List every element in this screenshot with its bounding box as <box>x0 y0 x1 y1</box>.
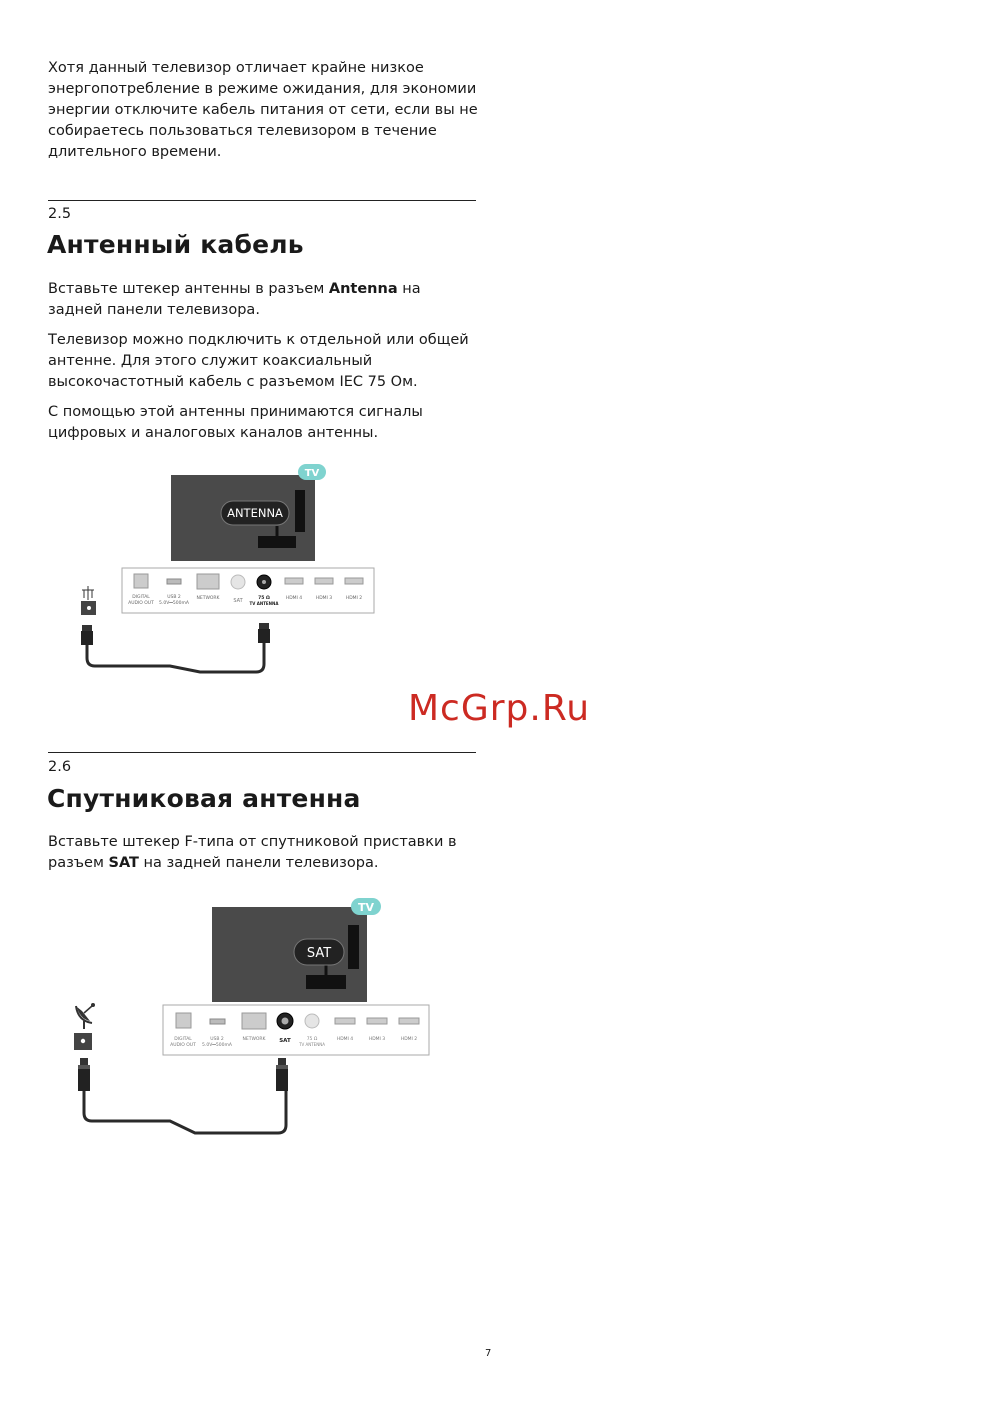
section-title: Спутниковая антенна <box>47 784 361 813</box>
usb-port <box>167 579 181 584</box>
hdmi2-port <box>399 1018 419 1024</box>
antenna-plug-left <box>81 625 93 645</box>
tv-badge-label: TV <box>357 901 375 914</box>
digital-audio-port <box>134 574 148 588</box>
antenna-paragraph-2: Телевизор можно подключить к отдельной или общей антенне. Для этого служит коаксиальный высокочастотный кабель с разъемом IEC 75 Ом. <box>48 332 469 390</box>
antenna-port-name: Antenna <box>328 281 398 297</box>
svg-text:TV ANTENNA: TV ANTENNA <box>299 1042 325 1047</box>
network-port <box>197 574 219 589</box>
sat-callout-label: SAT <box>306 946 332 961</box>
satellite-connection-diagram <box>60 893 440 1143</box>
hdmi4-port <box>285 578 303 584</box>
svg-text:75 Ω: 75 Ω <box>258 596 270 601</box>
tv-slot <box>295 490 305 532</box>
svg-text:TV ANTENNA: TV ANTENNA <box>249 601 279 606</box>
svg-text:SAT: SAT <box>233 598 243 604</box>
usb-port <box>210 1019 225 1024</box>
section-divider <box>48 752 476 753</box>
svg-text:SAT: SAT <box>279 1038 291 1044</box>
tv-antenna-port <box>305 1014 319 1028</box>
svg-text:DIGITAL: DIGITAL <box>132 595 150 600</box>
connector-panel <box>122 568 374 613</box>
svg-text:AUDIO OUT: AUDIO OUT <box>128 601 154 606</box>
hdmi4-port <box>335 1018 355 1024</box>
svg-text:NETWORK: NETWORK <box>242 1037 266 1042</box>
sat-port <box>231 575 245 589</box>
svg-text:HDMI 2: HDMI 2 <box>345 596 363 601</box>
page-number: 7 <box>485 1348 492 1359</box>
satellite-plug-right <box>276 1058 288 1091</box>
svg-text:5.0V⎓500mA: 5.0V⎓500mA <box>202 1043 232 1048</box>
intro-paragraph: Хотя данный телевизор отличает крайне низкое энергопотребление в режиме ожидания, для экономии энергии отключите кабель питания от сети, если вы не собираетесь пользоваться телевизором в течение длительного времени. <box>48 60 478 160</box>
section-title: Антенный кабель <box>47 230 304 259</box>
antenna-plug-right <box>258 623 270 643</box>
svg-text:HDMI 4: HDMI 4 <box>285 596 303 601</box>
sat-port-name: SAT <box>108 855 139 871</box>
svg-text:USB 2: USB 2 <box>167 595 181 600</box>
sat-paragraph-1: Вставьте штекер F-типа от спутниковой приставки в разъем SAT на задней панели телевизора. <box>48 834 457 871</box>
satellite-plug-left <box>78 1058 90 1091</box>
tv-slot <box>348 925 359 969</box>
satellite-dish-icon <box>76 1003 95 1029</box>
satellite-wall-socket-icon <box>74 1033 92 1050</box>
hdmi2-port <box>345 578 363 584</box>
section-number: 2.6 <box>48 759 72 775</box>
svg-text:AUDIO OUT: AUDIO OUT <box>170 1043 196 1048</box>
digital-audio-port <box>176 1013 191 1028</box>
svg-text:HDMI 3: HDMI 3 <box>368 1037 386 1042</box>
antenna-paragraph-1: Вставьте штекер антенны в разъем Antenna на задней панели телевизора. <box>48 281 421 318</box>
svg-text:DIGITAL: DIGITAL <box>174 1037 192 1042</box>
svg-text:5.0V⎓500mA: 5.0V⎓500mA <box>159 601 189 606</box>
section-divider <box>48 200 476 201</box>
watermark: McGrp.Ru <box>408 688 591 729</box>
svg-text:75 Ω: 75 Ω <box>306 1037 318 1042</box>
antenna-connection-diagram <box>60 458 400 683</box>
hdmi3-port <box>315 578 333 584</box>
svg-text:NETWORK: NETWORK <box>196 596 220 601</box>
antenna-wall-socket-icon <box>81 586 96 615</box>
hdmi3-port <box>367 1018 387 1024</box>
tv-port-block <box>306 975 346 989</box>
antenna-paragraph-3: С помощью этой антенны принимаются сигналы цифровых и аналоговых каналов антенны. <box>48 404 423 441</box>
svg-text:USB 2: USB 2 <box>210 1037 224 1042</box>
coax-cable <box>84 1091 286 1133</box>
svg-text:HDMI 4: HDMI 4 <box>336 1037 354 1042</box>
section-number: 2.5 <box>48 206 72 222</box>
tv-badge-label: TV <box>304 468 320 479</box>
coax-cable <box>87 643 264 672</box>
antenna-callout-label: ANTENNA <box>227 506 283 520</box>
svg-text:HDMI 2: HDMI 2 <box>400 1037 418 1042</box>
svg-text:HDMI 3: HDMI 3 <box>315 596 333 601</box>
network-port <box>242 1013 266 1029</box>
